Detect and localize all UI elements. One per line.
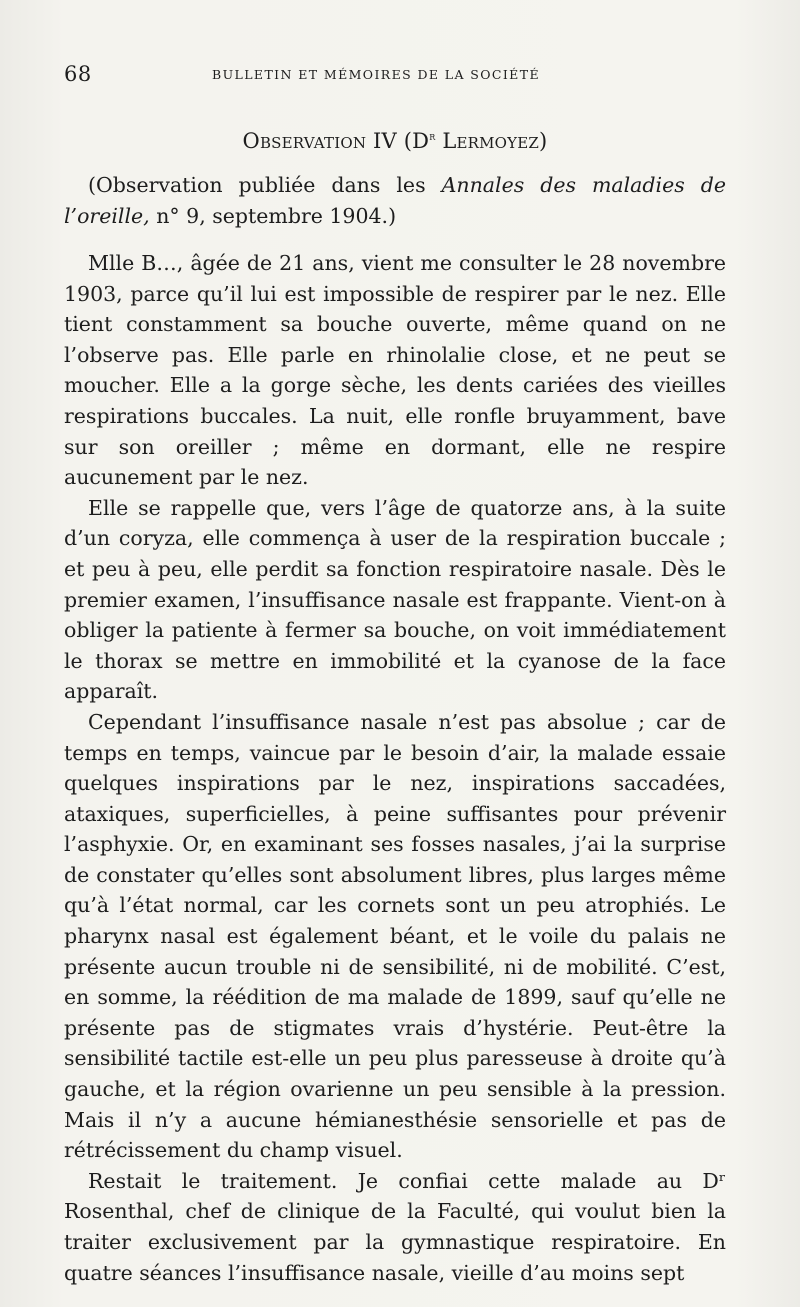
paragraph-1: Mlle B…, âgée de 21 ans, vient me consulter le 28 novembre 1903, parce qu’il lui est impossible de respirer par le nez. Elle tient constamment sa bouche ouverte, même quand on ne l’observe pas. Elle parle en rhinolalie close, et ne peut se moucher. Elle a la gorge sèche, les dents cariées des vieilles respirations buccales. La nuit, elle ronfle bruyamment, bave sur son oreiller ; même en dormant, elle ne respire aucunement par le nez.	[64, 251, 726, 490]
observation-title-sup: r	[429, 129, 436, 143]
page-header	[64, 62, 732, 88]
paragraph-4: Restait le traitement. Je confiai cette malade au Dʳ Rosenthal, chef de clinique de la Faculté, qui voulut bien la traiter exclusivement par la gymnastique respiratoire. En quatre séances l’insuffisance nasale, vieille d’au moins sept	[64, 1168, 726, 1285]
observation-title-prefix: Observation IV (D	[242, 129, 430, 153]
paragraph-2: Elle se rappelle que, vers l’âge de quatorze ans, à la suite d’un coryza, elle commença à user de la respiration buccale ; et peu à peu, elle perdit sa fonction respiratoire nasale. Dès le premier examen, l’insuffisance nasale est frappante. Vient-on à obliger la patiente à fermer sa bouche, on voit immédiatement le thorax se mettre en immobilité et la cyanose de la face apparaît.	[64, 495, 726, 704]
running-head: BULLETIN ET MÉMOIRES DE LA SOCIÉTÉ	[212, 67, 540, 82]
source-open: (Observation publiée dans les	[88, 173, 442, 197]
page-number: 68	[64, 62, 92, 86]
paragraph-3: Cependant l’insuffisance nasale n’est pas absolue ; car de temps en temps, vaincue par le besoin d’air, la malade essaie quelques inspirations par le nez, inspirations saccadées, ataxiques, superficielles, à peine suffisantes pour prévenir l’asphyxie. Or, en examinant ses fosses nasales, j’ai la surprise de constater qu’elles sont absolument libres, plus larges même qu’à l’état normal, car les cornets sont un peu atrophiés. Le pharynx nasal est également béant, et le voile du palais ne présente aucun trouble ni de sensibilité, ni de mobilité. C’est, en somme, la réédition de ma malade de 1899, sauf qu’elle ne présente pas de stigmates vrais d’hystérie. Peut-être la sensibilité tactile est-elle un peu plus paresseuse à droite qu’à gauche, et la région ovarienne un peu sensible à la pression. Mais il n’y a aucune hémianesthésie sensorielle et pas de rétrécissement du champ visuel.	[64, 709, 726, 1163]
observation-title-suffix: Lermoyez)	[435, 129, 548, 153]
source-journal: Annales des maladies de l’oreille,	[64, 173, 726, 228]
observation-source	[64, 170, 726, 231]
source-close: n° 9, septembre 1904.)	[149, 203, 397, 228]
page-content	[64, 124, 726, 1288]
observation-title	[64, 124, 726, 158]
